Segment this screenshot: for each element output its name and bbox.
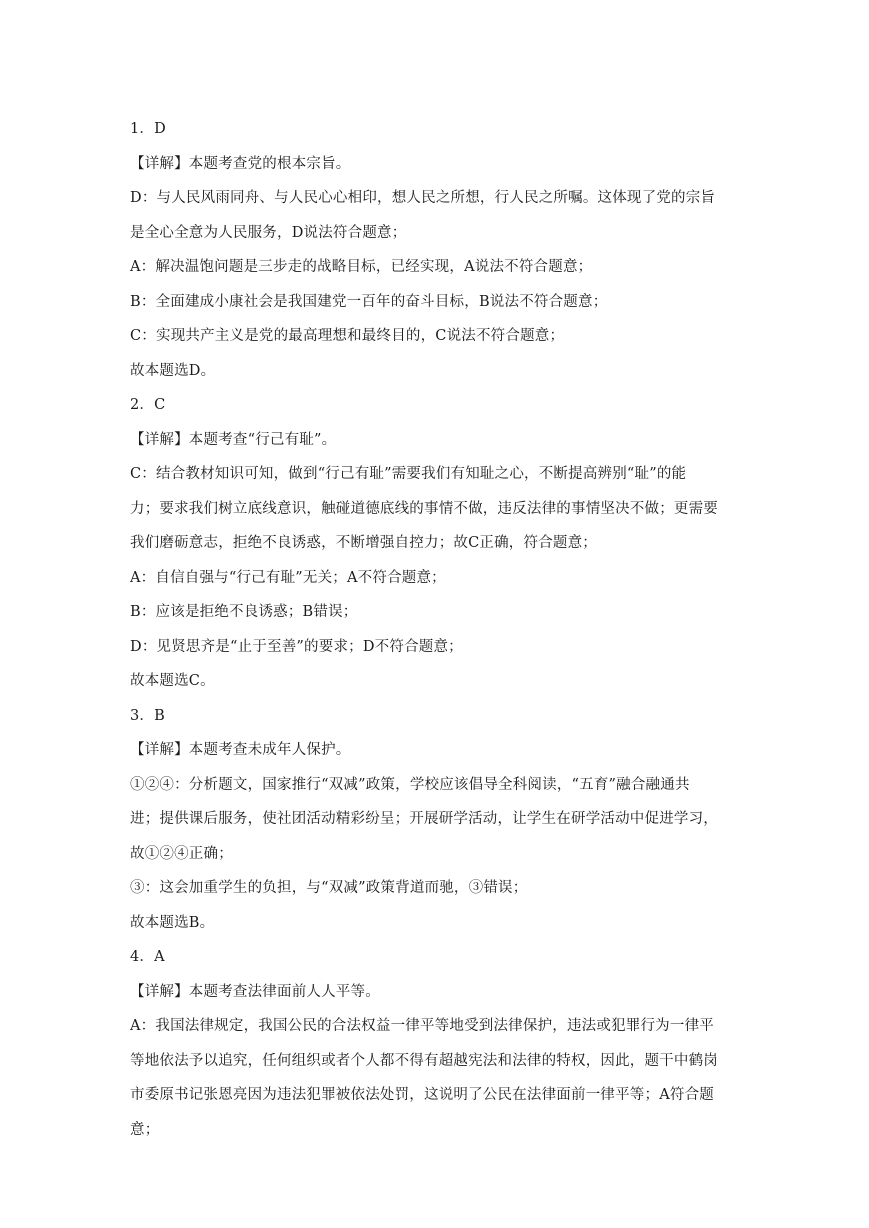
text-line: B：全面建成小康社会是我国建党一百年的奋斗目标，B说法不符合题意；	[130, 293, 608, 310]
text-line: 故①②④正确；	[130, 845, 233, 862]
conclusion-line: 故本题选D。	[130, 362, 216, 379]
answer-heading-3: 3．B	[130, 707, 165, 724]
detail-line: 【详解】本题考查党的根本宗旨。	[130, 155, 351, 172]
detail-line: 【详解】本题考查未成年人保护。	[130, 742, 351, 758]
text-line: A：解决温饱问题是三步走的战略目标，已经实现，A说法不符合题意；	[130, 259, 593, 275]
text-line: 我们磨砺意志，拒绝不良诱惑，不断增强自控力；故C正确，符合题意；	[130, 535, 597, 551]
conclusion-line: 故本题选B。	[130, 914, 215, 931]
text-line: 等地依法予以追究，任何组织或者个人都不得有超越宪法和法律的特权，因此，题干中鹤岗	[130, 1052, 718, 1069]
text-line: 进；提供课后服务，使社团活动精彩纷呈；开展研学活动，让学生在研学活动中促进学习，	[130, 811, 718, 827]
detail-line: 【详解】本题考查法律面前人人平等。	[130, 983, 380, 1000]
answer-heading-2: 2．C	[130, 397, 166, 413]
text-line: ③：这会加重学生的负担，与“双减”政策背道而驰，③错误；	[130, 880, 528, 896]
detail-line: 【详解】本题考查“行己有耻”。	[130, 431, 337, 448]
text-line: D：见贤思齐是“止于至善”的要求；D不符合题意；	[130, 638, 463, 655]
text-line: A：我国法律规定，我国公民的合法权益一律平等地受到法律保护，违法或犯罪行为一律平	[130, 1018, 714, 1034]
text-line: B：应该是拒绝不良诱惑；B错误；	[130, 604, 358, 620]
answer-explanations	[130, 112, 742, 1147]
conclusion-line: 故本题选C。	[130, 673, 215, 689]
text-line: 力；要求我们树立底线意识，触碰道德底线的事情不做，违反法律的事情坚决不做；更需要	[130, 500, 718, 517]
text-line: 意；	[130, 1121, 160, 1138]
text-line: D：与人民风雨同舟、与人民心心相印，想人民之所想，行人民之所嘱。这体现了党的宗旨	[130, 190, 716, 206]
text-line: 市委原书记张恩亮因为违法犯罪被依法处罚，这说明了公民在法律面前一律平等；A符合题	[130, 1087, 714, 1103]
text-line: A：自信自强与“行己有耻”无关；A不符合题意；	[130, 569, 446, 586]
text-line: ①②④：分析题文，国家推行“双减”政策，学校应该倡导全科阅读，“五育”融合融通共	[130, 776, 690, 793]
text-line: C：结合教材知识可知，做到“行己有耻”需要我们有知耻之心，不断提高辨别“耻”的能	[130, 466, 687, 482]
text-line: 是全心全意为人民服务，D说法符合题意；	[130, 224, 407, 241]
text-line: C：实现共产主义是党的最高理想和最终目的，C说法不符合题意；	[130, 328, 565, 344]
answer-heading-1: 1．D	[130, 121, 166, 137]
answer-heading-4: 4．A	[130, 949, 165, 965]
